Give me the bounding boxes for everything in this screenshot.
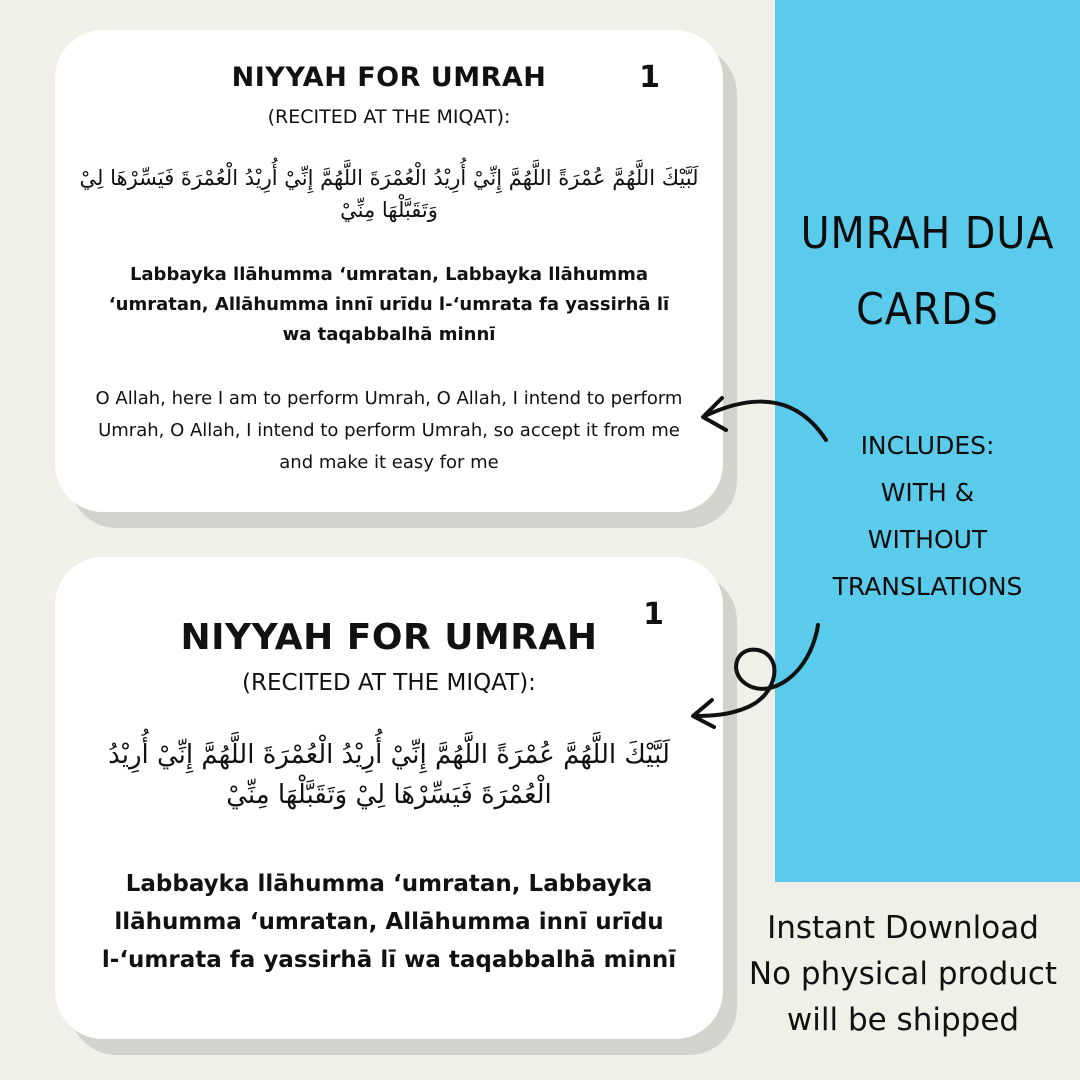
card-number: 1 [639,60,660,95]
panel-title [775,196,1080,348]
arabic-dua: لَبَّيْكَ اللَّهُمَّ عُمْرَةً اللَّهُمَّ إِنِّيْ أُرِيْدُ الْعُمْرَةَ اللَّهُمَّ إِنِّيْ أُرِيْدُ الْعُمْرَةَ فَيَسِّرْهَا لِيْ وَتَقَبَّلْهَا مِنِّيْ [79,166,699,222]
card-subtitle: (RECITED AT THE MIQAT): [242,670,536,696]
shipping-notice [742,905,1064,1043]
dua-card-with-translation [55,30,723,512]
card-number: 1 [643,597,664,632]
card-subtitle: (RECITED AT THE MIQAT): [267,106,511,128]
panel-title-line: UMRAH DUA [800,208,1055,259]
arabic-dua: لَبَّيْكَ اللَّهُمَّ عُمْرَةً اللَّهُمَّ إِنِّيْ أُرِيْدُ الْعُمْرَةَ اللَّهُمَّ إِنِّيْ أُرِيْدُ الْعُمْرَةَ فَيَسِّرْهَا لِيْ وَتَقَبَّلْهَا مِنِّيْ [108,740,670,810]
dua-card-without-translation [55,557,723,1039]
shipping-line: No physical product [748,956,1058,992]
note-line: WITH & [880,478,975,507]
shipping-line: will be shipped [786,1002,1020,1038]
card-title: NIYYAH FOR UMRAH [180,617,598,658]
note-line: INCLUDES: [860,431,995,460]
panel-includes-note [775,422,1080,610]
translation: O Allah, here I am to perform Umrah, O Allah, I intend to perform Umrah, O Allah, I intend to perform Umrah, so accept it from me and make it easy for me [95,388,683,473]
note-line: TRANSLATIONS [832,572,1023,601]
card-title: NIYYAH FOR UMRAH [231,62,547,93]
transliteration: Labbayka llāhumma ‘umratan, Labbayka llāhumma ‘umratan, Allāhumma innī urīdu l-‘umrata fa yassirhā lī wa taqabbalhā minnī [108,264,670,345]
transliteration: Labbayka llāhumma ‘umratan, Labbayka llāhumma ‘umratan, Allāhumma innī urīdu l-‘umrata fa yassirhā lī wa taqabbalhā minnī [101,871,677,973]
shipping-line: Instant Download [767,910,1039,946]
panel-title-line: CARDS [856,284,999,335]
note-line: WITHOUT [867,525,988,554]
info-panel [775,0,1080,882]
